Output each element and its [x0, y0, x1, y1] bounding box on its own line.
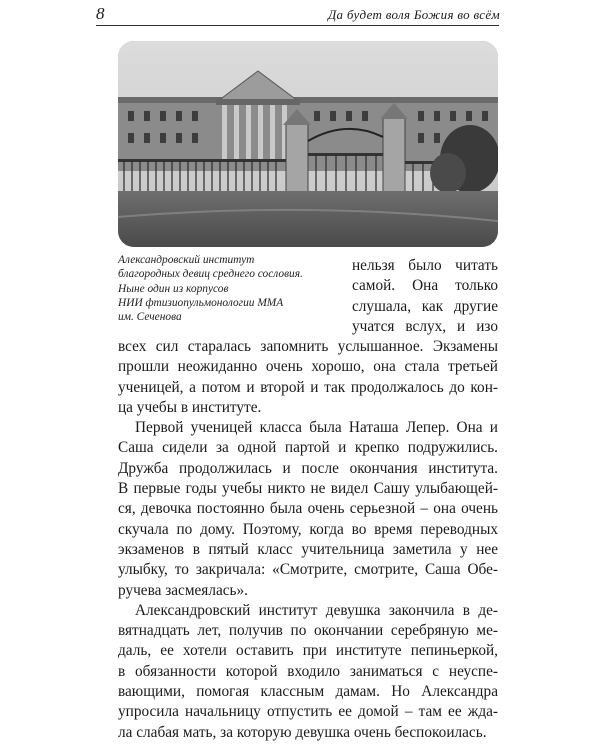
text-line: вающими, помогая классным дамам. Но Александра — [118, 683, 498, 701]
text-line: нельзя было читать — [352, 257, 498, 274]
text-line: улыбку, то закричала: «Смотрите, смотрите, Саша Обе- — [118, 561, 498, 579]
text-line: всех сил старалась запомнить услышанное. Экзамены — [118, 338, 498, 355]
caption-line: благородных девиц среднего сословия. — [118, 268, 303, 281]
caption-line: НИИ фтизиопульмонологии ММА — [118, 296, 284, 309]
text-line: упросила начальницу отпустить ее домой – там ее жда- — [118, 703, 498, 721]
text-line: вятнадцать лет, получив по окончании серебряную ме- — [118, 622, 498, 640]
text-line: учатся вслух, и изо — [352, 317, 498, 335]
text-line: в обязанности которой входило заниматься с неуспе- — [118, 662, 498, 680]
text-line: В первые годы учебы никто не видел Сашу улыбающей- — [118, 480, 498, 498]
photo-caption — [118, 253, 340, 324]
photo-institute-building-icon — [118, 41, 498, 247]
institute-photo — [118, 41, 498, 247]
text-line: экзаменов в пятый класс учительница заметила у нее — [118, 540, 498, 558]
text-line: Александровский институт девушка закончила в де- — [135, 601, 498, 619]
running-head: Да будет воля Божия во всём — [327, 7, 500, 22]
page-number: 8 — [96, 4, 105, 23]
text-line: Саша сидели за одной партой и крепко подружились. — [118, 439, 498, 457]
text-line: ся, девочка постоянно была очень серьезной – она очень — [118, 500, 498, 518]
text-line: ручева засмеялась». — [118, 581, 249, 599]
caption-line: Ныне один из корпусов — [118, 282, 229, 295]
side-text-column — [352, 256, 498, 337]
text-line: ца учебы в институте. — [118, 398, 262, 416]
caption-line: им. Сеченова — [118, 311, 182, 324]
body-text — [118, 337, 498, 743]
text-line: даль, ее хотели оставить при институте пепиньеркой, — [118, 642, 498, 660]
text-line: скучала по дому. Поэтому, когда во время переводных — [118, 520, 498, 538]
text-line: ла слабая мать, за которую девушка очень беспокоилась. — [118, 723, 487, 741]
text-line: прошли неожиданно очень хорошо, она стала третьей — [118, 358, 498, 376]
text-line: самой. Она только — [352, 277, 498, 295]
caption-line: Александровский институт — [118, 254, 255, 266]
text-line: слушала, как другие — [352, 297, 498, 315]
text-line: Дружба продолжилась и после окончания института. — [118, 459, 498, 477]
text-line: ученицей, а потом и второй и так продолжалось до кон- — [118, 378, 498, 396]
text-line: Первой ученицей класса была Наташа Лепер. Она и — [135, 419, 498, 437]
header-rule — [96, 25, 499, 26]
